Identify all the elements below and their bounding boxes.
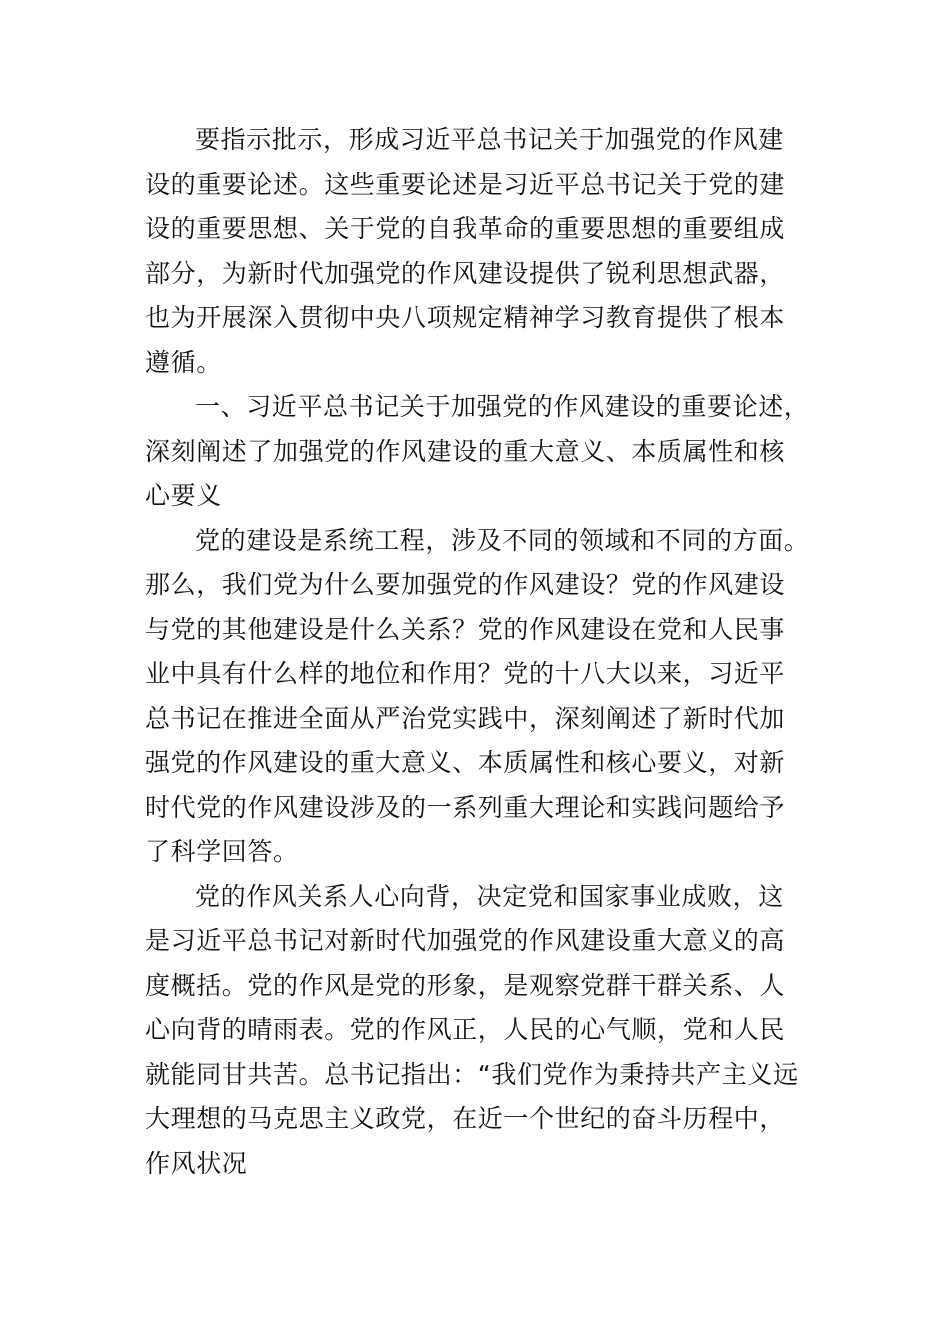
- text-line: 那么，我们党为什么要加强党的作风建设？党的作风建设: [145, 570, 786, 599]
- text-line: 党的建设是系统工程，涉及不同的领域和不同的方面。: [195, 525, 810, 555]
- text-line: 度概括。党的作风是党的形象，是观察党群干群关系、人: [145, 970, 786, 1000]
- text-line: 作风状况: [145, 1148, 248, 1178]
- text-line: 心向背的晴雨表。党的作风正，人民的心气顺，党和人民: [145, 1015, 786, 1044]
- text-line: 也为开展深入贯彻中央八项规定精神学习教育提供了根本: [145, 303, 786, 332]
- text-line: 了科学回答。: [145, 837, 299, 866]
- section-heading-line: 一、习近平总书记关于加强党的作风建设的重要论述，: [195, 392, 810, 421]
- section-heading-line: 心要义: [145, 481, 222, 510]
- text-line: 部分，为新时代加强党的作风建设提供了锐利思想武器，: [145, 258, 786, 288]
- text-line: 设的重要论述。这些重要论述是习近平总书记关于党的建: [145, 169, 786, 199]
- text-line: 时代党的作风建设涉及的一系列重大理论和实践问题给予: [145, 792, 786, 822]
- text-line: 遵循。: [145, 347, 222, 377]
- text-line: 党的作风关系人心向背，决定党和国家事业成败，这: [195, 881, 784, 911]
- text-line: 总书记在推进全面从严治党实践中，深刻阐述了新时代加: [145, 703, 786, 733]
- text-line: 强党的作风建设的重大意义、本质属性和核心要义，对新: [145, 748, 786, 777]
- section-heading-line: 深刻阐述了加强党的作风建设的重大意义、本质属性和核: [145, 436, 786, 466]
- text-line: 就能同甘共苦。总书记指出：“我们党作为秉持共产主义远: [145, 1059, 799, 1089]
- text-line: 是习近平总书记对新时代加强党的作风建设重大意义的高: [145, 926, 786, 955]
- body-text: [145, 118, 810, 1186]
- text-line: 与党的其他建设是什么关系？党的作风建设在党和人民事: [145, 614, 786, 644]
- text-line: 大理想的马克思主义政党，在近一个世纪的奋斗历程中，: [145, 1104, 786, 1133]
- text-line: 业中具有什么样的地位和作用？党的十八大以来，习近平: [145, 659, 786, 688]
- text-line: 要指示批示，形成习近平总书记关于加强党的作风建: [195, 125, 784, 154]
- text-line: 设的重要思想、关于党的自我革命的重要思想的重要组成: [145, 214, 786, 243]
